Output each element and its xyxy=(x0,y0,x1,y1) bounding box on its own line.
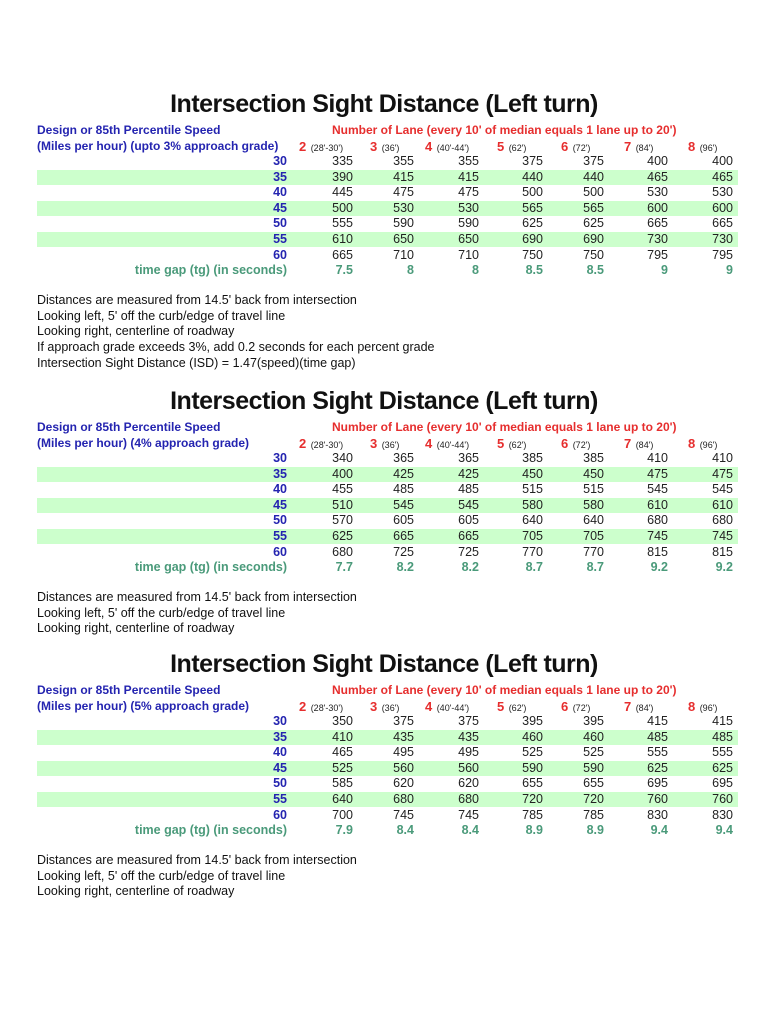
distance-cell: 485 xyxy=(458,482,479,497)
distance-cell: 680 xyxy=(712,513,733,528)
lane-width: (28'-30') xyxy=(310,143,344,153)
distance-cell: 620 xyxy=(393,776,414,791)
lane-width: (72') xyxy=(572,703,591,713)
distance-cell: 400 xyxy=(647,154,668,168)
note-line: Distances are measured from 14.5' back from intersection xyxy=(37,590,357,604)
speed-value: 40 xyxy=(273,185,287,200)
distance-cell: 365 xyxy=(458,451,479,465)
lane-width: (28'-30') xyxy=(310,703,344,713)
distance-cell: 590 xyxy=(458,216,479,231)
time-gap-label: time gap (tg) (in seconds) xyxy=(134,823,287,838)
distance-cell: 440 xyxy=(522,169,543,184)
distance-cell: 570 xyxy=(332,513,353,528)
lane-count: 7 xyxy=(624,436,632,451)
distance-cell: 695 xyxy=(712,776,733,791)
distance-cell: 410 xyxy=(712,451,733,465)
distance-cell: 625 xyxy=(712,760,733,775)
lane-width: (72') xyxy=(572,143,591,153)
time-gap-value: 8.2 xyxy=(461,560,479,575)
distance-cell: 475 xyxy=(458,185,479,200)
isd-table-section xyxy=(0,387,768,687)
distance-cell: 385 xyxy=(522,451,543,465)
note-line: Intersection Sight Distance (ISD) = 1.47(speed)(time gap) xyxy=(37,355,356,370)
distance-cell: 375 xyxy=(393,714,414,728)
distance-cell: 560 xyxy=(458,760,479,775)
distance-cell: 425 xyxy=(458,466,479,481)
distance-cell: 720 xyxy=(522,792,543,806)
lane-count: 3 xyxy=(370,436,378,451)
lane-width: (96') xyxy=(699,703,718,713)
distance-cell: 415 xyxy=(647,714,668,728)
distance-cell: 610 xyxy=(712,497,733,512)
note-line: Distances are measured from 14.5' back from intersection xyxy=(37,293,357,307)
lane-width: (40'-44') xyxy=(436,703,470,713)
distance-cell: 500 xyxy=(583,185,604,200)
distance-cell: 425 xyxy=(393,466,414,481)
lane-width: (36') xyxy=(381,703,400,713)
distance-cell: 665 xyxy=(458,529,479,543)
speed-label-line-2: (Miles per hour) (5% approach grade) xyxy=(37,699,250,713)
distance-cell: 710 xyxy=(458,247,479,262)
speed-value: 60 xyxy=(273,247,287,262)
note-line: Looking right, centerline of roadway xyxy=(37,884,235,899)
distance-cell: 745 xyxy=(458,807,479,822)
lanes-heading: Number of Lane (every 10' of median equals 1 lane up to 20') xyxy=(332,683,677,697)
isd-table-section xyxy=(0,650,768,950)
distance-cell: 465 xyxy=(332,745,353,760)
distance-cell: 565 xyxy=(583,200,604,215)
lane-count: 3 xyxy=(370,699,378,714)
lane-width: (40'-44') xyxy=(436,143,470,153)
time-gap-value: 9.2 xyxy=(650,560,668,575)
lane-count: 7 xyxy=(624,139,632,154)
speed-value: 60 xyxy=(273,807,287,822)
distance-cell: 620 xyxy=(458,776,479,791)
lane-width: (62') xyxy=(508,143,527,153)
distance-cell: 555 xyxy=(647,745,668,760)
lane-count: 2 xyxy=(299,436,307,451)
distance-cell: 580 xyxy=(522,497,543,512)
note-line: Looking right, centerline of roadway xyxy=(37,324,235,339)
distance-cell: 485 xyxy=(647,729,668,744)
lane-count: 6 xyxy=(561,699,569,714)
distance-cell: 590 xyxy=(583,760,604,775)
distance-cell: 355 xyxy=(393,154,414,168)
distance-cell: 580 xyxy=(583,497,604,512)
distance-cell: 605 xyxy=(458,513,479,528)
distance-cell: 495 xyxy=(458,745,479,760)
distance-cell: 435 xyxy=(458,729,479,744)
distance-cell: 750 xyxy=(583,247,604,262)
time-gap-value: 9.2 xyxy=(715,560,733,575)
distance-cell: 415 xyxy=(458,169,479,184)
lane-count: 4 xyxy=(425,699,433,714)
distance-cell: 665 xyxy=(712,216,733,231)
distance-cell: 705 xyxy=(583,529,604,543)
time-gap-label: time gap (tg) (in seconds) xyxy=(134,560,287,575)
distance-cell: 680 xyxy=(332,544,353,559)
distance-cell: 730 xyxy=(647,232,668,246)
section-title: Intersection Sight Distance (Left turn) xyxy=(170,387,598,415)
time-gap-label: time gap (tg) (in seconds) xyxy=(134,263,287,278)
distance-cell: 730 xyxy=(712,232,733,246)
distance-cell: 445 xyxy=(332,185,353,200)
distance-cell: 545 xyxy=(393,497,414,512)
lane-width: (36') xyxy=(381,440,400,450)
note-line: Distances are measured from 14.5' back from intersection xyxy=(37,853,357,867)
note-line: Looking right, centerline of roadway xyxy=(37,621,235,636)
distance-cell: 530 xyxy=(712,185,733,200)
lane-width: (28'-30') xyxy=(310,440,344,450)
lanes-heading: Number of Lane (every 10' of median equals 1 lane up to 20') xyxy=(332,123,677,137)
distance-cell: 530 xyxy=(647,185,668,200)
lane-width: (84') xyxy=(635,703,654,713)
time-gap-value: 8.9 xyxy=(525,823,543,838)
distance-cell: 710 xyxy=(393,247,414,262)
distance-cell: 785 xyxy=(583,807,604,822)
distance-cell: 750 xyxy=(522,247,543,262)
note-line: Looking left, 5' off the curb/edge of travel line xyxy=(37,868,286,883)
distance-cell: 350 xyxy=(332,714,353,728)
time-gap-value: 7.9 xyxy=(335,823,353,838)
time-gap-value: 8.9 xyxy=(586,823,604,838)
distance-cell: 565 xyxy=(522,200,543,215)
distance-cell: 400 xyxy=(712,154,733,168)
distance-cell: 770 xyxy=(522,544,543,559)
time-gap-value: 8.5 xyxy=(586,263,604,278)
distance-cell: 680 xyxy=(393,792,414,806)
lane-count: 6 xyxy=(561,436,569,451)
distance-cell: 500 xyxy=(332,200,353,215)
speed-label-line-2: (Miles per hour) (4% approach grade) xyxy=(37,436,250,450)
distance-cell: 410 xyxy=(647,451,668,465)
time-gap-value: 9 xyxy=(726,263,733,278)
distance-cell: 460 xyxy=(522,729,543,744)
section-title: Intersection Sight Distance (Left turn) xyxy=(170,650,598,678)
distance-cell: 655 xyxy=(583,776,604,791)
time-gap-value: 8.7 xyxy=(586,560,604,575)
lane-count: 6 xyxy=(561,139,569,154)
speed-value: 35 xyxy=(273,466,287,481)
lane-width: (62') xyxy=(508,703,527,713)
speed-label-line-2: (Miles per hour) (upto 3% approach grade) xyxy=(37,139,279,153)
lane-count: 8 xyxy=(688,139,696,154)
time-gap-value: 9.4 xyxy=(715,823,733,838)
distance-cell: 785 xyxy=(522,807,543,822)
distance-cell: 475 xyxy=(712,466,733,481)
isd-table-section xyxy=(0,90,768,390)
time-gap-value: 8 xyxy=(472,263,479,278)
lane-width: (96') xyxy=(699,143,718,153)
distance-cell: 640 xyxy=(583,513,604,528)
distance-cell: 695 xyxy=(647,776,668,791)
distance-cell: 680 xyxy=(647,513,668,528)
time-gap-value: 9 xyxy=(661,263,668,278)
lane-count: 5 xyxy=(497,436,505,451)
distance-cell: 355 xyxy=(458,154,479,168)
lanes-heading: Number of Lane (every 10' of median equals 1 lane up to 20') xyxy=(332,420,677,434)
distance-cell: 395 xyxy=(583,714,604,728)
lane-count: 2 xyxy=(299,699,307,714)
speed-value: 50 xyxy=(273,776,287,791)
speed-label-line-1: Design or 85th Percentile Speed xyxy=(37,683,221,697)
distance-cell: 440 xyxy=(583,169,604,184)
distance-cell: 515 xyxy=(583,482,604,497)
distance-cell: 690 xyxy=(583,232,604,246)
time-gap-value: 8.2 xyxy=(396,560,414,575)
speed-value: 30 xyxy=(273,714,287,728)
distance-cell: 795 xyxy=(712,247,733,262)
lane-count: 5 xyxy=(497,139,505,154)
lane-width: (36') xyxy=(381,143,400,153)
distance-cell: 770 xyxy=(583,544,604,559)
lane-width: (72') xyxy=(572,440,591,450)
distance-cell: 375 xyxy=(522,154,543,168)
lane-count: 2 xyxy=(299,139,307,154)
distance-cell: 415 xyxy=(712,714,733,728)
lane-count: 7 xyxy=(624,699,632,714)
speed-value: 35 xyxy=(273,169,287,184)
distance-cell: 395 xyxy=(522,714,543,728)
speed-value: 55 xyxy=(273,232,287,246)
distance-cell: 415 xyxy=(393,169,414,184)
distance-cell: 525 xyxy=(522,745,543,760)
distance-cell: 830 xyxy=(712,807,733,822)
distance-cell: 460 xyxy=(583,729,604,744)
distance-cell: 650 xyxy=(393,232,414,246)
distance-cell: 455 xyxy=(332,482,353,497)
lane-count: 4 xyxy=(425,436,433,451)
distance-cell: 385 xyxy=(583,451,604,465)
distance-cell: 410 xyxy=(332,729,353,744)
distance-cell: 625 xyxy=(583,216,604,231)
distance-cell: 585 xyxy=(332,776,353,791)
distance-cell: 500 xyxy=(522,185,543,200)
distance-cell: 560 xyxy=(393,760,414,775)
note-line: If approach grade exceeds 3%, add 0.2 seconds for each percent grade xyxy=(37,340,435,355)
distance-cell: 610 xyxy=(647,497,668,512)
distance-cell: 745 xyxy=(647,529,668,543)
speed-value: 45 xyxy=(273,497,287,512)
distance-cell: 555 xyxy=(332,216,353,231)
distance-cell: 600 xyxy=(712,200,733,215)
time-gap-value: 8.4 xyxy=(461,823,479,838)
distance-cell: 450 xyxy=(522,466,543,481)
time-gap-value: 8.4 xyxy=(396,823,414,838)
note-line: Looking left, 5' off the curb/edge of travel line xyxy=(37,308,286,323)
distance-cell: 530 xyxy=(458,200,479,215)
distance-cell: 485 xyxy=(393,482,414,497)
distance-cell: 625 xyxy=(332,529,353,543)
speed-value: 60 xyxy=(273,544,287,559)
distance-cell: 600 xyxy=(647,200,668,215)
speed-value: 50 xyxy=(273,513,287,528)
speed-value: 30 xyxy=(273,451,287,465)
distance-cell: 450 xyxy=(583,466,604,481)
lane-count: 3 xyxy=(370,139,378,154)
distance-cell: 760 xyxy=(712,792,733,806)
distance-cell: 475 xyxy=(393,185,414,200)
distance-cell: 545 xyxy=(458,497,479,512)
distance-cell: 465 xyxy=(712,169,733,184)
distance-cell: 640 xyxy=(522,513,543,528)
distance-cell: 340 xyxy=(332,451,353,465)
distance-cell: 665 xyxy=(647,216,668,231)
distance-cell: 815 xyxy=(712,544,733,559)
speed-value: 50 xyxy=(273,216,287,231)
distance-cell: 375 xyxy=(458,714,479,728)
distance-cell: 760 xyxy=(647,792,668,806)
distance-cell: 375 xyxy=(583,154,604,168)
lane-count: 8 xyxy=(688,436,696,451)
time-gap-value: 8.7 xyxy=(525,560,543,575)
speed-value: 40 xyxy=(273,745,287,760)
distance-cell: 640 xyxy=(332,792,353,806)
lane-width: (96') xyxy=(699,440,718,450)
distance-cell: 365 xyxy=(393,451,414,465)
distance-cell: 650 xyxy=(458,232,479,246)
distance-cell: 555 xyxy=(712,745,733,760)
lane-width: (84') xyxy=(635,440,654,450)
distance-cell: 625 xyxy=(522,216,543,231)
distance-cell: 745 xyxy=(712,529,733,543)
distance-cell: 465 xyxy=(647,169,668,184)
lane-width: (84') xyxy=(635,143,654,153)
speed-value: 45 xyxy=(273,200,287,215)
distance-cell: 390 xyxy=(332,169,353,184)
speed-value: 55 xyxy=(273,529,287,543)
distance-cell: 720 xyxy=(583,792,604,806)
speed-label-line-1: Design or 85th Percentile Speed xyxy=(37,420,221,434)
distance-cell: 525 xyxy=(332,760,353,775)
distance-cell: 665 xyxy=(332,247,353,262)
distance-cell: 655 xyxy=(522,776,543,791)
distance-cell: 625 xyxy=(647,760,668,775)
distance-cell: 605 xyxy=(393,513,414,528)
distance-cell: 475 xyxy=(647,466,668,481)
lane-count: 8 xyxy=(688,699,696,714)
speed-value: 30 xyxy=(273,154,287,168)
speed-value: 35 xyxy=(273,729,287,744)
distance-cell: 700 xyxy=(332,807,353,822)
distance-cell: 705 xyxy=(522,529,543,543)
distance-cell: 830 xyxy=(647,807,668,822)
section-title: Intersection Sight Distance (Left turn) xyxy=(170,90,598,118)
distance-cell: 545 xyxy=(647,482,668,497)
distance-cell: 335 xyxy=(332,154,353,168)
time-gap-value: 7.7 xyxy=(335,560,353,575)
speed-label-line-1: Design or 85th Percentile Speed xyxy=(37,123,221,137)
distance-cell: 680 xyxy=(458,792,479,806)
distance-cell: 725 xyxy=(393,544,414,559)
lane-width: (62') xyxy=(508,440,527,450)
distance-cell: 485 xyxy=(712,729,733,744)
distance-cell: 525 xyxy=(583,745,604,760)
lane-count: 4 xyxy=(425,139,433,154)
distance-cell: 495 xyxy=(393,745,414,760)
distance-cell: 545 xyxy=(712,482,733,497)
distance-cell: 400 xyxy=(332,466,353,481)
distance-cell: 690 xyxy=(522,232,543,246)
distance-cell: 795 xyxy=(647,247,668,262)
lane-width: (40'-44') xyxy=(436,440,470,450)
distance-cell: 590 xyxy=(522,760,543,775)
time-gap-value: 9.4 xyxy=(650,823,668,838)
distance-cell: 530 xyxy=(393,200,414,215)
distance-cell: 590 xyxy=(393,216,414,231)
distance-cell: 725 xyxy=(458,544,479,559)
distance-cell: 745 xyxy=(393,807,414,822)
time-gap-value: 7.5 xyxy=(335,263,353,278)
distance-cell: 815 xyxy=(647,544,668,559)
distance-cell: 510 xyxy=(332,497,353,512)
speed-value: 45 xyxy=(273,760,287,775)
note-line: Looking left, 5' off the curb/edge of travel line xyxy=(37,605,286,620)
speed-value: 55 xyxy=(273,792,287,806)
speed-value: 40 xyxy=(273,482,287,497)
time-gap-value: 8 xyxy=(407,263,414,278)
distance-cell: 515 xyxy=(522,482,543,497)
distance-cell: 610 xyxy=(332,232,353,246)
time-gap-value: 8.5 xyxy=(525,263,543,278)
distance-cell: 435 xyxy=(393,729,414,744)
lane-count: 5 xyxy=(497,699,505,714)
distance-cell: 665 xyxy=(393,529,414,543)
